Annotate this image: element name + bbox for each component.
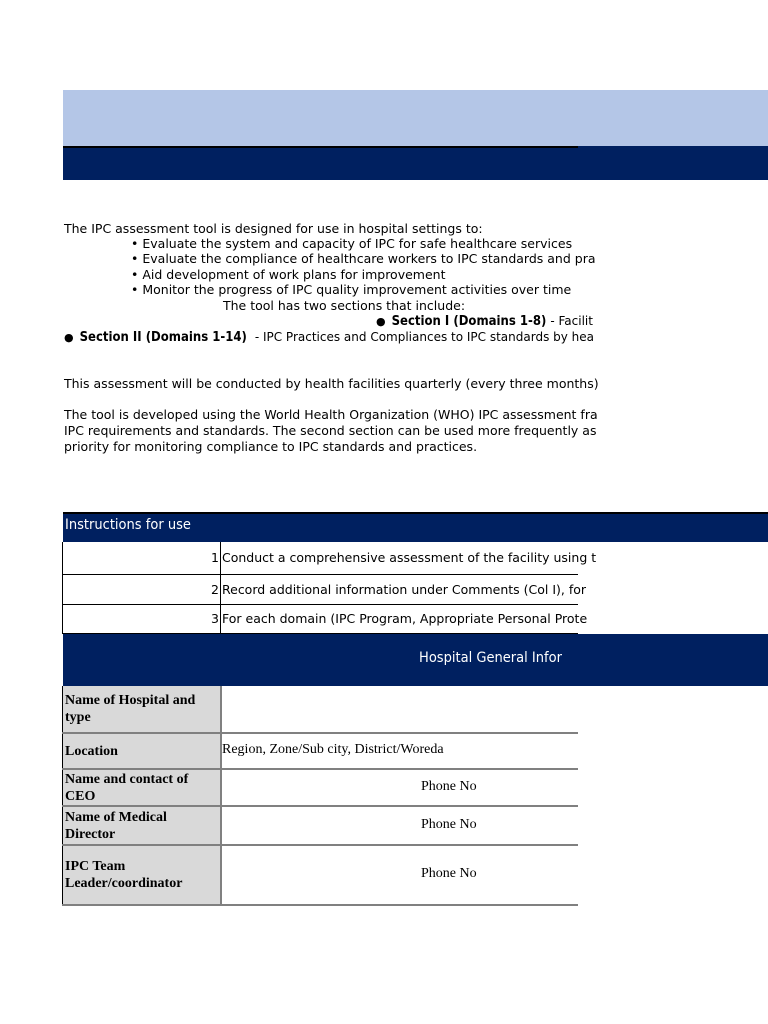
sections-lead: The tool has two sections that include:: [223, 298, 466, 313]
instruction-number: 2: [211, 582, 219, 597]
grid-line: [62, 686, 63, 906]
label-location: Location: [63, 733, 220, 769]
grid-line: [62, 633, 578, 634]
frequency-paragraph: This assessment will be conducted by health facilities quarterly (every three months): [64, 376, 599, 391]
framework-paragraph-line: priority for monitoring compliance to IPC standards and practices.: [64, 439, 478, 454]
grid-line: [220, 686, 222, 906]
intro-bullet: • Evaluate the system and capacity of IPC for safe healthcare services: [131, 236, 573, 251]
intro-bullet: • Monitor the progress of IPC quality improvement activities over time: [131, 282, 572, 297]
instruction-text: Record additional information under Comments (Col I), for: [222, 582, 587, 597]
medical-director-phone-value: Phone No: [421, 817, 477, 832]
grid-line: [62, 768, 578, 770]
intro-lead: The IPC assessment tool is designed for use in hospital settings to:: [64, 221, 483, 236]
framework-paragraph-line: The tool is developed using the World Health Organization (WHO) IPC assessment fra: [64, 407, 598, 422]
section-1-line: ● Section I (Domains 1-8) - Facilit: [376, 314, 593, 329]
instruction-number: 1: [211, 550, 219, 565]
instructions-header-label: Instructions for use: [65, 517, 191, 533]
ceo-phone-value: Phone No: [421, 779, 477, 794]
framework-paragraph-line: IPC requirements and standards. The second section can be used more frequently as: [64, 423, 597, 438]
general-info-header-label: Hospital General Infor: [419, 650, 562, 666]
grid-line: [62, 732, 578, 734]
grid-line: [62, 604, 578, 605]
instruction-text: For each domain (IPC Program, Appropriate Personal Prote: [222, 611, 588, 626]
title-band-dark-extension: [578, 146, 768, 180]
instruction-text: Conduct a comprehensive assessment of the facility using t: [222, 550, 597, 565]
instruction-number: 3: [211, 611, 219, 626]
grid-line: [62, 574, 578, 575]
grid-line: [220, 542, 221, 634]
bullet-icon: ●: [376, 315, 386, 328]
location-value: Region, Zone/Sub city, District/Woreda: [222, 742, 444, 757]
label-medical-director: Name of Medical Director: [63, 806, 220, 845]
intro-bullet: • Aid development of work plans for improvement: [131, 267, 446, 282]
grid-line: [62, 844, 578, 846]
label-ceo: Name and contact of CEO: [63, 769, 220, 806]
grid-line: [62, 904, 578, 906]
intro-bullet: • Evaluate the compliance of healthcare workers to IPC standards and pra: [131, 251, 596, 266]
label-hospital-name: Name of Hospital and type: [63, 686, 220, 733]
bullet-icon: ●: [64, 331, 74, 344]
ipc-leader-phone-value: Phone No: [421, 866, 477, 881]
section-2-line: ● Section II (Domains 1-14) - IPC Practices and Compliances to IPC standards by hea: [64, 330, 595, 345]
grid-line: [62, 805, 578, 807]
label-ipc-team-leader: IPC Team Leader/coordinator: [63, 845, 220, 905]
